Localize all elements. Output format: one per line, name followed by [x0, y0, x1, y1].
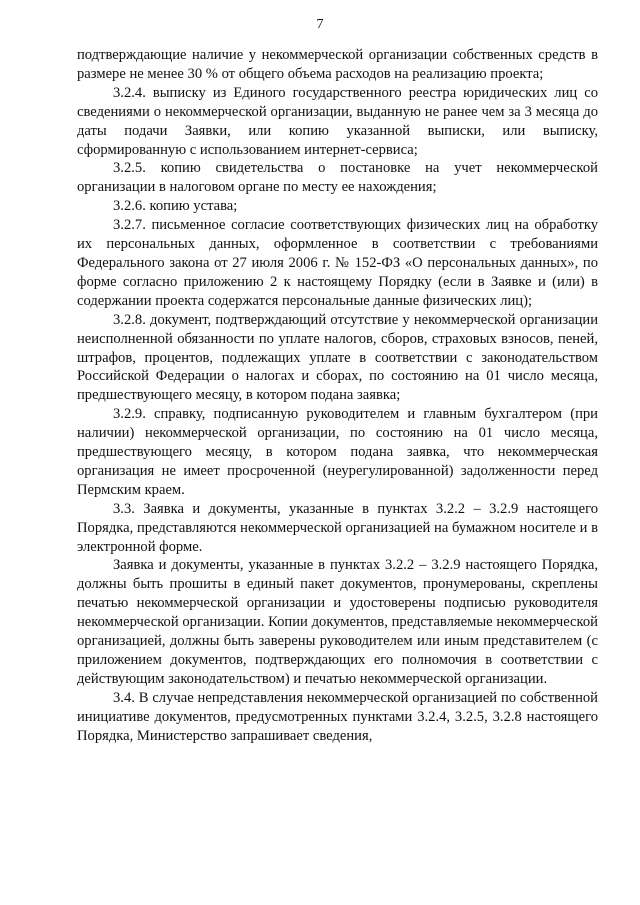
paragraph-3-3: 3.3. Заявка и документы, указанные в пунктах 3.2.2 – 3.2.9 настоящего Порядка, представляются некоммерческой организацией на бумажном носителе и в электронной форме.	[77, 500, 598, 555]
paragraph-3-2-6: 3.2.6. копию устава;	[113, 198, 238, 215]
paragraph-3-2-5: 3.2.5. копию свидетельства о постановке на учет некоммерческой организации в налоговом органе по месту ее нахождения;	[77, 160, 598, 196]
paragraph-3-2-4: 3.2.4. выписку из Единого государственного реестра юридических лиц со сведениями о некоммерческой организации, выданную не ранее чем за 3 месяца до даты подачи Заявки, или копию указанной выписки, или выписку, сформированную с использованием интернет-сервиса;	[77, 84, 598, 158]
paragraph-3-3-requirements: Заявка и документы, указанные в пунктах 3.2.2 – 3.2.9 настоящего Порядка, должны быть прошиты в единый пакет документов, пронумерованы, скреплены печатью некоммерческой организации и удостоверены подписью руководителя некоммерческой организации. Копии документов, представляемые некоммерческой организацией, должны быть заверены руководителем или иным представителем (с приложением документов, подтверждающих его полномочия в соответствии с действующим законодательством) и печатью некоммерческой организации.	[77, 557, 598, 687]
paragraph-continuation: подтверждающие наличие у некоммерческой организации собственных средств в размере не менее 30 % от общего объема расходов на реализацию проекта;	[77, 47, 598, 82]
page-number: 7	[316, 17, 324, 32]
paragraph-3-2-9: 3.2.9. справку, подписанную руководителем и главным бухгалтером (при наличии) некоммерческой организации, по состоянию на 01 число месяца, предшествующего месяцу, в котором подана заявка, что некоммерческая организация не имеет просроченной (неурегулированной) задолженности перед Пермским краем.	[77, 406, 598, 498]
paragraph-3-2-8: 3.2.8. документ, подтверждающий отсутствие у некоммерческой организации неисполненной обязанности по уплате налогов, сборов, страховых взносов, пеней, штрафов, процентов, подлежащих уплате в соответствии с законодательством Российской Федерации о налогах и сборах, по состоянию на 01 число месяца, предшествующего месяцу, в котором подана заявка;	[77, 311, 598, 404]
document-body	[77, 46, 598, 746]
paragraph-3-2-7: 3.2.7. письменное согласие соответствующих физических лиц на обработку их персональных данных, оформленное в соответствии с требованиями Федерального закона от 27 июля 2006 г. № 152-ФЗ «О персональных данных», по форме согласно приложению 2 к настоящему Порядку (если в Заявке и (или) в содержании проекта содержатся персональные данные физических лиц);	[77, 217, 598, 309]
paragraph-3-4: 3.4. В случае непредставления некоммерческой организацией по собственной инициативе документов, предусмотренных пунктами 3.2.4, 3.2.5, 3.2.8 настоящего Порядка, Министерство запрашивает сведения,	[77, 689, 598, 744]
